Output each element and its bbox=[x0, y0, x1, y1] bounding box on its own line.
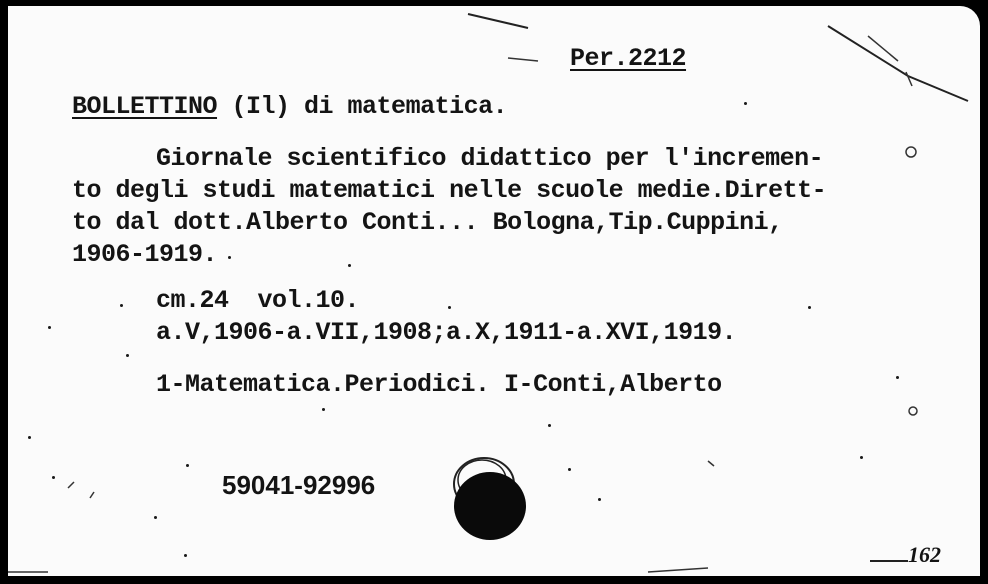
collation-line: cm.24 vol.10. bbox=[156, 286, 360, 315]
heading-entry bbox=[72, 92, 507, 122]
description-line: to degli studi matematici nelle scuole medie.Dirett- bbox=[72, 176, 827, 205]
heading-main-entry: BOLLETTINO bbox=[72, 92, 218, 121]
shelfmark: Per.2212 bbox=[570, 44, 687, 73]
heading-title: (Il) di matematica. bbox=[217, 92, 508, 121]
holdings-line: a.V,1906-a.VII,1908;a.X,1911-a.XVI,1919. bbox=[156, 318, 737, 347]
description-line: Giornale scientifico didattico per l'incremen- bbox=[156, 144, 824, 173]
corner-mark: 162 bbox=[908, 542, 941, 567]
punched-hole-stamp bbox=[438, 446, 534, 546]
description-line: to dal dott.Alberto Conti... Bologna,Tip.Cuppini, bbox=[72, 208, 783, 237]
accession-number: 59041-92996 bbox=[222, 470, 376, 500]
description-line: 1906-1919. bbox=[72, 240, 218, 269]
catalog-card bbox=[8, 6, 980, 576]
subject-tracings: 1-Matematica.Periodici. I-Conti,Alberto bbox=[156, 370, 722, 399]
